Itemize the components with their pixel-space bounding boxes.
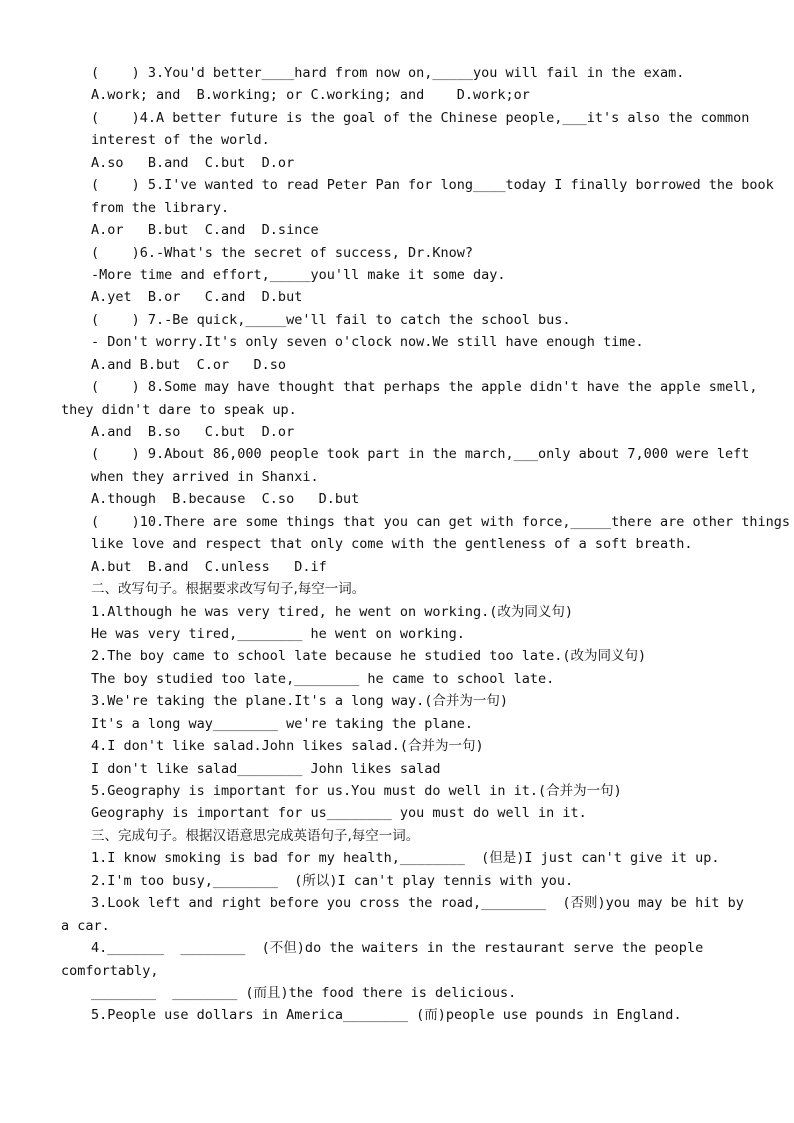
- question-line: A.yet B.or C.and D.but: [91, 289, 303, 306]
- question-line: A.work; and B.working; or C.working; and D.work;or: [91, 87, 530, 104]
- complete-line: 1.I know smoking is bad for my health,________ (但是)I just can't give it up.: [91, 850, 720, 867]
- question-line: A.and B.so C.but D.or: [91, 424, 295, 440]
- question-line: A.so B.and C.but D.or: [91, 154, 295, 171]
- rewrite-line: 3.We're taking the plane.It's a long way.(合并为一句): [91, 693, 508, 710]
- question-line: ( ) 9.About 86,000 people took part in the march,___only about 7,000 were left: [91, 446, 750, 463]
- rewrite-line: 5.Geography is important for us.You must do well in it.(合并为一句): [91, 783, 622, 799]
- question-line: A.and B.but C.or D.so: [91, 356, 287, 373]
- question-line: ( )4.A better future is the goal of the Chinese people,___it's also the common: [91, 109, 750, 126]
- question-line: interest of the world.: [91, 132, 270, 149]
- question-line: they didn't dare to speak up.: [61, 401, 297, 418]
- complete-line: comfortably,: [61, 962, 159, 979]
- question-line: ( ) 7.-Be quick,_____we'll fail to catch the school bus.: [91, 311, 571, 328]
- complete-line: ________ ________ (而且)the food there is delicious.: [91, 984, 517, 1001]
- complete-line: 2.I'm too busy,________ (所以)I can't play tennis with you.: [91, 872, 574, 889]
- complete-line: 3.Look left and right before you cross the road,________ (否则)you may be hit by: [91, 895, 744, 912]
- worksheet: [0, 62, 794, 1027]
- question-line: - Don't worry.It's only seven o'clock now.We still have enough time.: [91, 334, 644, 351]
- question-line: A.or B.but C.and D.since: [91, 222, 319, 239]
- question-line: ( )10.There are some things that you can get with force,_____there are other things: [91, 513, 790, 530]
- rewrite-line: I don't like salad________ John likes salad: [91, 760, 441, 777]
- rewrite-line: 4.I don't like salad.John likes salad.(合并为一句): [91, 738, 484, 755]
- rewrite-line: The boy studied too late,________ he came to school late.: [91, 670, 555, 687]
- question-line: A.but B.and C.unless D.if: [91, 558, 327, 575]
- rewrite-line: Geography is important for us________ you must do well in it.: [91, 805, 587, 822]
- question-line: ( ) 3.You'd better____hard from now on,_____you will fail in the exam.: [91, 65, 685, 81]
- rewrite-line: It's a long way________ we're taking the plane.: [91, 715, 474, 732]
- question-line: -More time and effort,_____you'll make it some day.: [91, 266, 506, 283]
- section-1-multiple-choice: [0, 62, 794, 578]
- rewrite-line: 1.Although he was very tired, he went on working.(改为同义句): [91, 603, 574, 620]
- complete-line: a car.: [61, 917, 110, 934]
- question-line: when they arrived in Shanxi.: [91, 468, 319, 485]
- question-line: ( ) 5.I've wanted to read Peter Pan for long____today I finally borrowed the book: [91, 177, 774, 194]
- section-3-complete: [0, 847, 794, 1027]
- section-2-rewrite: [0, 601, 794, 825]
- question-line: from the library.: [91, 199, 230, 216]
- section-3-heading: 三、完成句子。根据汉语意思完成英语句子,每空一词。: [91, 827, 420, 844]
- question-line: ( )6.-What's the secret of success, Dr.Know?: [91, 244, 474, 261]
- question-line: ( ) 8.Some may have thought that perhaps the apple didn't have the apple smell,: [91, 379, 758, 396]
- complete-line: 4._______ ________ (不但)do the waiters in the restaurant serve the people: [91, 940, 704, 957]
- section-2-heading: 二、改写句子。根据要求改写句子,每空一词。: [91, 581, 366, 598]
- rewrite-line: 2.The boy came to school late because he studied too late.(改为同义句): [91, 648, 647, 665]
- question-line: like love and respect that only come with the gentleness of a soft breath.: [91, 536, 693, 553]
- rewrite-line: He was very tired,________ he went on working.: [91, 625, 465, 642]
- complete-line: 5.People use dollars in America________ (而)people use pounds in England.: [91, 1007, 682, 1024]
- question-line: A.though B.because C.so D.but: [91, 491, 360, 508]
